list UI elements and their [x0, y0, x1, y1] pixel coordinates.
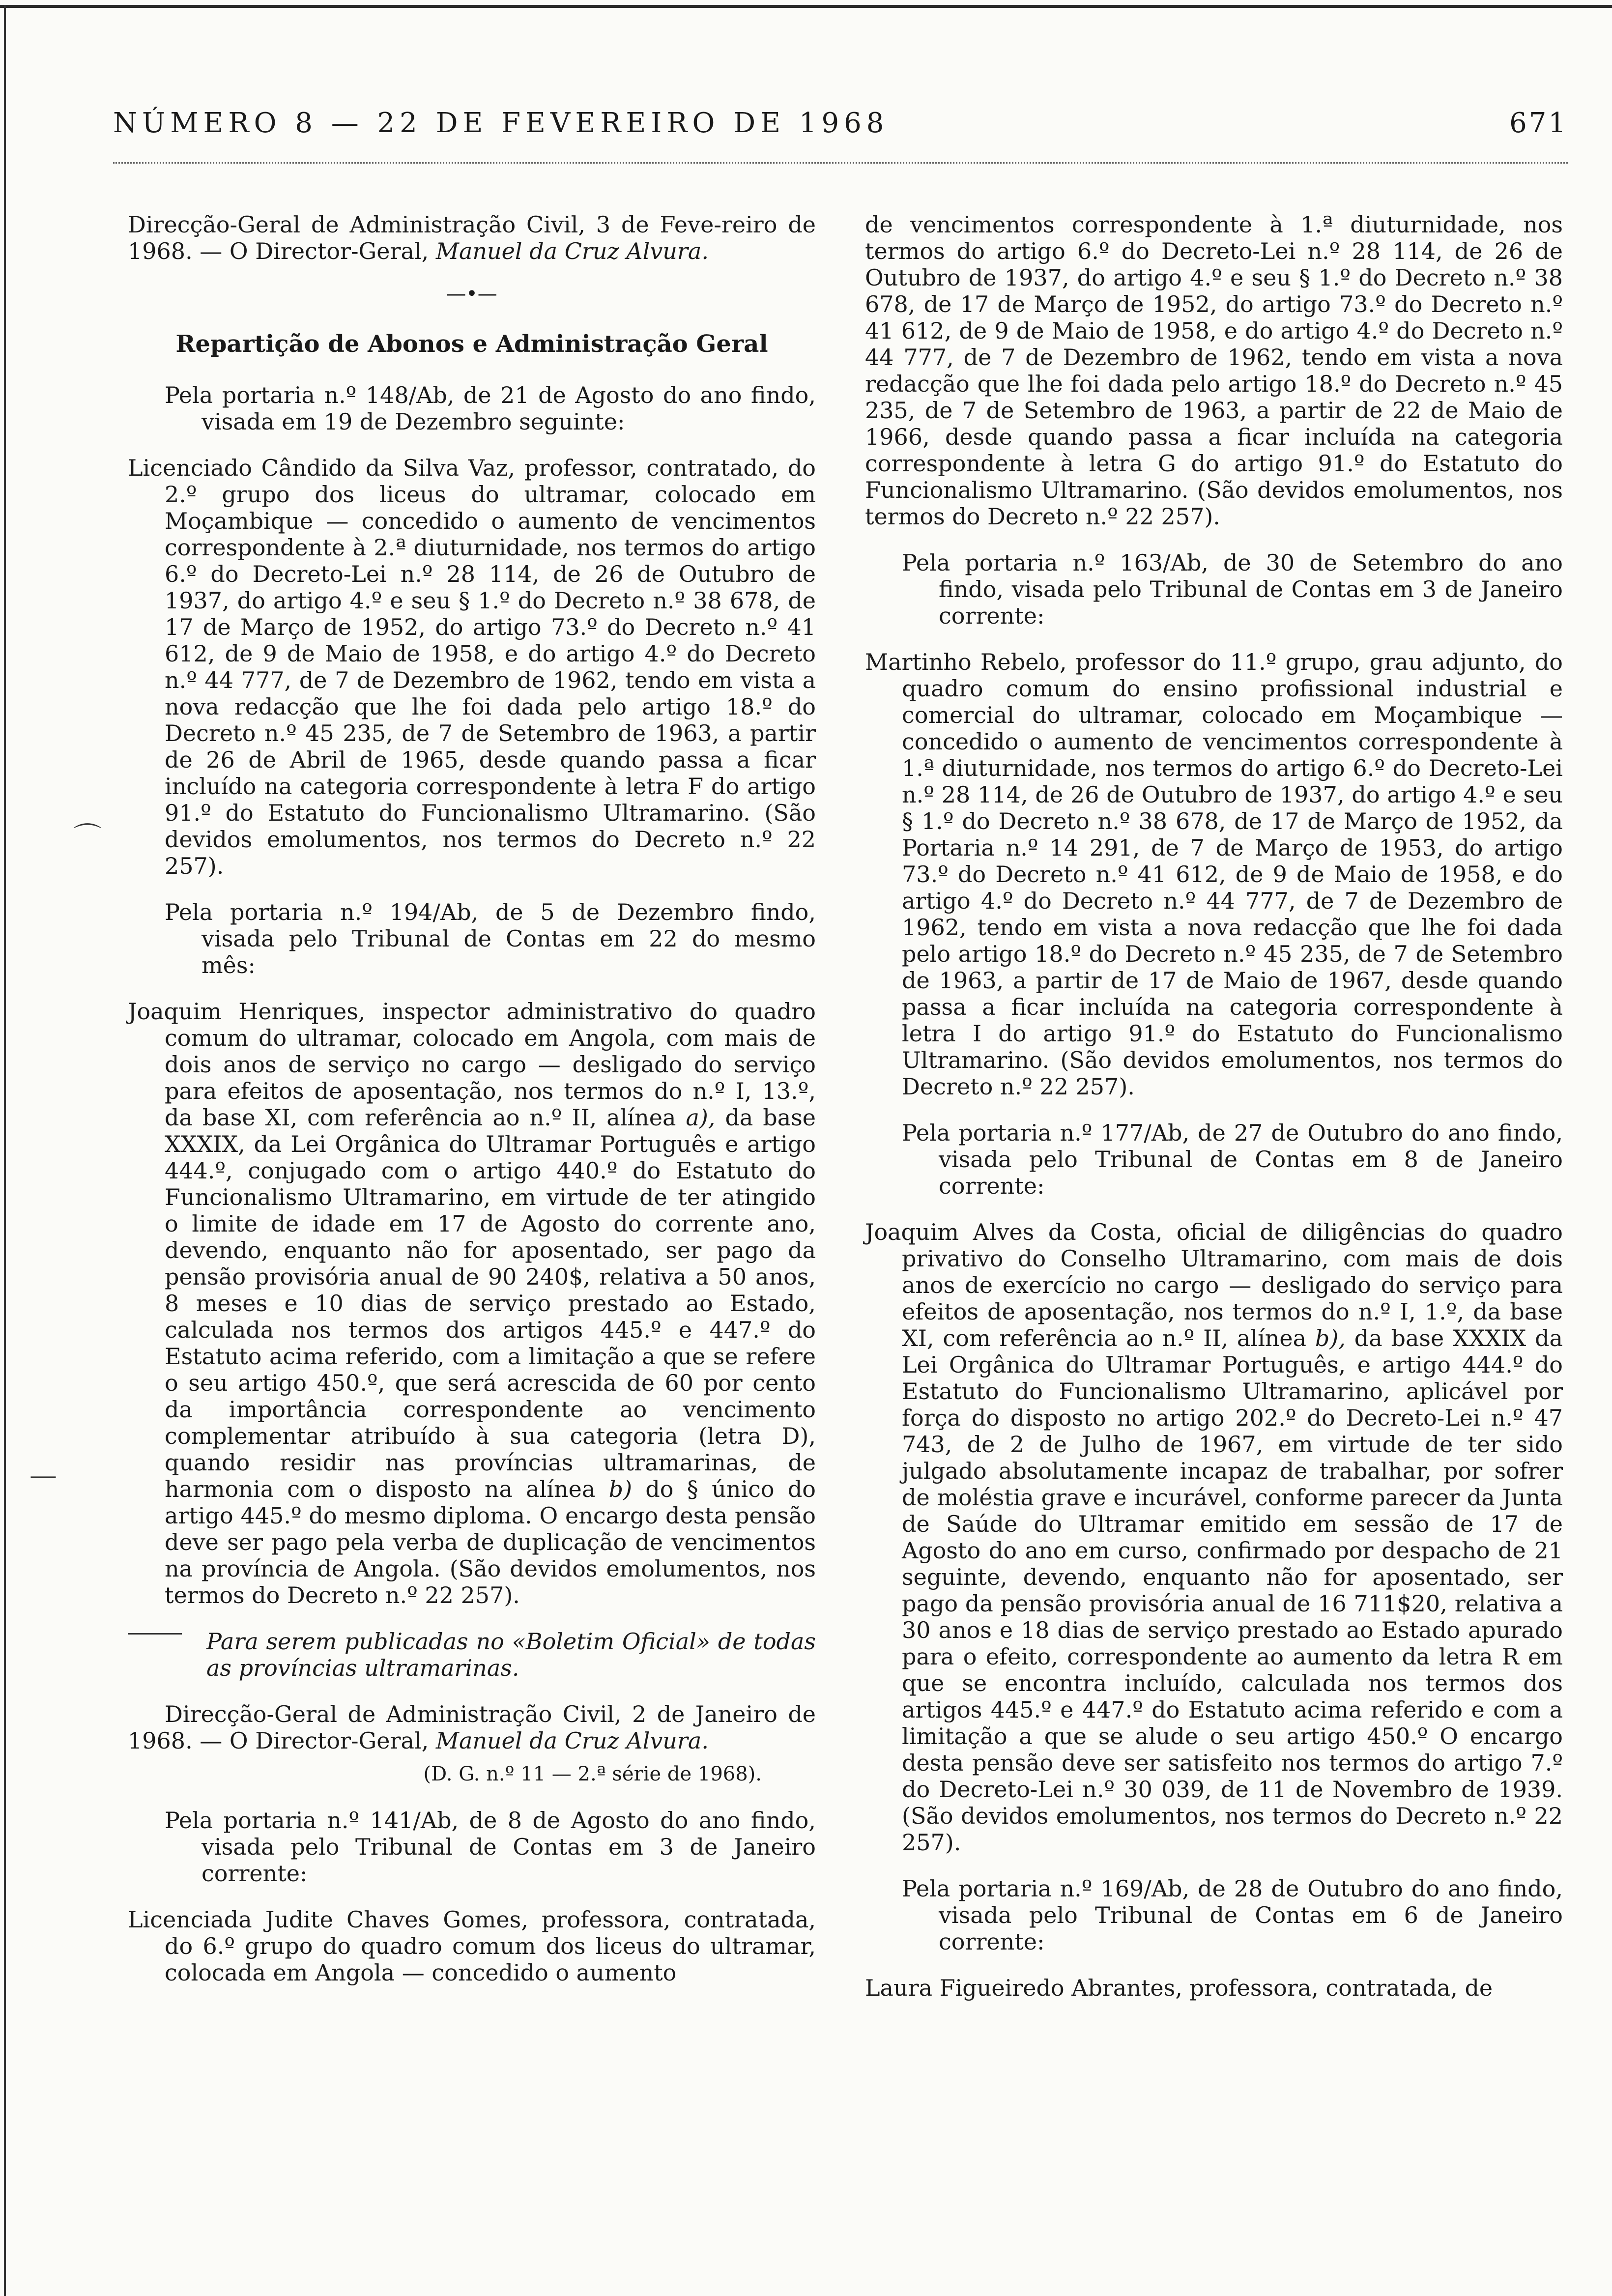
portaria-148: Pela portaria n.º 148/Ab, de 21 de Agosto do ano findo, visada em 19 de Dezembro seguinte: — [165, 382, 816, 435]
closing-text: Direcção-Geral de Administração Civil, 2 de Janeiro de 1968. — O Director-Geral, — [128, 1701, 816, 1754]
closing-paragraph — [128, 1701, 816, 1754]
ornament-divider: —•— — [446, 283, 497, 305]
intro-paragraph — [128, 211, 816, 264]
continuation-paragraph: de vencimentos correspondente à 1.ª diuturnidade, nos termos do artigo 6.º do Decreto-Lei n.º 28 114, de 26 de Outubro de 1937, do artigo 4.º e seu § 1.º do Decreto n.º 38 678, de 17 de Março de 1952, do artigo 73.º do Decreto n.º 41 612, de 9 de Maio de 1958, e do artigo 4.º do Decreto n.º 44 777, de 7 de Dezembro de 1962, tendo em vista a nova redacção que lhe foi dada pelo artigo 18.º do Decreto n.º 45 235, de 7 de Setembro de 1963, a partir de 22 de Maio de 1966, desde quando passa a ficar incluída na categoria correspondente à letra G do artigo 91.º do Estatuto do Funcionalismo Ultramarino. (São devidos emolumentos, nos termos do Decreto n.º 22 257). — [865, 211, 1563, 530]
section-heading: Repartição de Abonos e Administração Geral — [175, 330, 768, 358]
portaria-163: Pela portaria n.º 163/Ab, de 30 de Setembro do ano findo, visada pelo Tribunal de Contas em 3 de Janeiro corrente: — [902, 549, 1563, 629]
left-column — [128, 211, 816, 2006]
margin-pencil-mark: ⌒ — [74, 822, 101, 854]
portaria-194: Pela portaria n.º 194/Ab, de 5 de Dezembro findo, visada pelo Tribunal de Contas em 22 do mesmo mês: — [165, 899, 816, 978]
page-header — [113, 107, 1568, 161]
entry-judite-gomes: Licenciada Judite Chaves Gomes, professora, contratada, do 6.º grupo do quadro comum dos liceus do ultramar, colocada em Angola — concedido o aumento — [128, 1906, 816, 1986]
publish-block — [128, 1628, 816, 1681]
entry-text-italic: b) — [608, 1476, 633, 1502]
entry-text: Joaquim Henriques, inspector administrativo do quadro comum do ultramar, colocado em Angola, com mais de dois anos de serviço no cargo — desligado do serviço para efeitos de aposentação, nos termos do n.º I, 13.º, da base XI, com referência ao n.º II, alínea — [128, 998, 816, 1131]
director-name: Manuel da Cruz Alvura. — [435, 238, 709, 264]
page-number: 671 — [1509, 107, 1568, 139]
director-name: Manuel da Cruz Alvura. — [435, 1727, 709, 1754]
entry-text: Joaquim Alves da Costa, oficial de diligências do quadro privativo do Conselho Ultramarino, com mais de dois anos de exercício no cargo — desligado do serviço para efeitos de aposentação, nos termos do n.º I, 1.º, da base XI, com referência ao n.º II, alínea — [865, 1219, 1563, 1351]
entry-joaquim-costa — [865, 1219, 1563, 1856]
left-border-rule — [4, 5, 6, 2296]
header-divider — [113, 162, 1568, 164]
entry-text: do § único do artigo 445.º do mesmo diploma. O encargo desta pensão deve ser pago pela verba de duplicação de vencimentos na província de Angola. (São devidos emolumentos, nos termos do Decreto n.º 22 257). — [165, 1476, 816, 1608]
margin-pencil-mark: — — [29, 1460, 57, 1492]
top-border-rule — [0, 5, 1612, 8]
entry-text: da base XXXIX da Lei Orgânica do Ultramar Português, e artigo 444.º do Estatuto do Funcionalismo Ultramarino, aplicável por força do disposto no artigo 202.º do Decreto-Lei n.º 47 743, de 2 de Julho de 1967, em virtude de ter sido julgado absolutamente incapaz de trabalhar, por sofrer de moléstia grave e incurável, conforme parecer da Junta de Saúde do Ultramar emitido em sessão de 17 de Agosto do ano em curso, confirmado por despacho de 21 seguinte, devendo, enquanto não for aposentado, ser pago da pensão provisória anual de 16 711$20, relativa a 30 anos e 18 dias de serviço prestado ao Estado apurado para o efeito, correspondente ao aumento da letra R em que se encontra incluído, calculada nos termos dos artigos 445.º e 447.º do Estatuto acima referido e com a limitação a que se alude o seu artigo 450.º O encargo desta pensão deve ser satisfeito nos termos do artigo 7.º do Decreto-Lei n.º 30 039, de 11 de Novembro de 1939. (São devidos emolumentos, nos termos do Decreto n.º 22 257). — [902, 1325, 1563, 1856]
entry-martinho-rebelo: Martinho Rebelo, professor do 11.º grupo, grau adjunto, do quadro comum do ensino profissional industrial e comercial do ultramar, colocado em Moçambique — concedido o aumento de vencimentos correspondente à 1.ª diuturnidade, nos termos do artigo 6.º do Decreto-Lei n.º 28 114, de 26 de Outubro de 1937, do artigo 4.º e seu § 1.º do Decreto n.º 38 678, de 17 de Março de 1952, da Portaria n.º 14 291, de 7 de Março de 1953, do artigo 73.º do Decreto n.º 41 612, de 9 de Maio de 1958, e do artigo 4.º do Decreto n.º 44 777, de 7 de Dezembro de 1962, tendo em vista a nova redacção que lhe foi dada pelo artigo 18.º do Decreto n.º 45 235, de 7 de Setembro de 1963, a partir de 17 de Maio de 1967, desde quando passa a ficar incluída na categoria correspondente à letra I do artigo 91.º do Estatuto do Funcionalismo Ultramarino. (São devidos emolumentos, nos termos do Decreto n.º 22 257). — [865, 649, 1563, 1100]
publish-rule — [128, 1633, 182, 1635]
portaria-169: Pela portaria n.º 169/Ab, de 28 de Outubro do ano findo, visada pelo Tribunal de Contas em 6 de Janeiro corrente: — [902, 1875, 1563, 1955]
entry-text-italic: a), — [686, 1104, 716, 1131]
portaria-177: Pela portaria n.º 177/Ab, de 27 de Outubro do ano findo, visada pelo Tribunal de Contas em 8 de Janeiro corrente: — [902, 1119, 1563, 1199]
entry-laura-abrantes: Laura Figueiredo Abrantes, professora, contratada, de — [865, 1975, 1493, 2001]
source-note: (D. G. n.º 11 — 2.ª série de 1968). — [423, 1763, 762, 1785]
entry-text: da base XXXIX, da Lei Orgânica do Ultramar Português e artigo 444.º, conjugado com o artigo 440.º do Estatuto do Funcionalismo Ultramarino, em virtude de ter atingido o limite de idade em 17 de Agosto do corrente ano, devendo, enquanto não for aposentado, ser pago da pensão provisória anual de 90 240$, relativa a 50 anos, 8 meses e 10 dias de serviço prestado ao Estado, calculada nos termos dos artigos 445.º e 447.º do Estatuto acima referido, com a limitação a que se refere o seu artigo 450.º, que será acrescida de 60 por cento da importância correspondente ao vencimento complementar atribuído à sua categoria (letra D), quando residir nas províncias ultramarinas, de harmonia com o disposto na alínea — [165, 1104, 816, 1502]
entry-text-italic: b), — [1315, 1325, 1346, 1351]
right-column — [865, 211, 1563, 2021]
entry-candido-vaz: Licenciado Cândido da Silva Vaz, professor, contratado, do 2.º grupo dos liceus do ultramar, colocado em Moçambique — concedido o aumento de vencimentos correspondente à 2.ª diuturnidade, nos termos do artigo 6.º do Decreto-Lei n.º 28 114, de 26 de Outubro de 1937, do artigo 4.º e seu § 1.º do Decreto n.º 38 678, de 17 de Março de 1952, do artigo 73.º do Decreto n.º 41 612, de 9 de Maio de 1958, e do artigo 4.º do Decreto n.º 44 777, de 7 de Dezembro de 1962, tendo em vista a nova redacção que lhe foi dada pelo artigo 18.º do Decreto n.º 45 235, de 7 de Setembro de 1963, a partir de 26 de Abril de 1965, desde quando passa a ficar incluído na categoria correspondente à letra F do artigo 91.º do Estatuto do Funcionalismo Ultramarino. (São devidos emolumentos, nos termos do Decreto n.º 22 257). — [128, 455, 816, 879]
intro-text: Direcção-Geral de Administração Civil, 3 de Feve-reiro de 1968. — O Director-Geral, — [128, 211, 816, 264]
entry-joaquim-henriques — [128, 998, 816, 1608]
publish-note: Para serem publicadas no «Boletim Oficial» de todas as províncias ultramarinas. — [206, 1628, 816, 1681]
portaria-141: Pela portaria n.º 141/Ab, de 8 de Agosto do ano findo, visada pelo Tribunal de Contas em 3 de Janeiro corrente: — [165, 1807, 816, 1887]
issue-title: NÚMERO 8 — 22 DE FEVEREIRO DE 1968 — [113, 107, 889, 139]
